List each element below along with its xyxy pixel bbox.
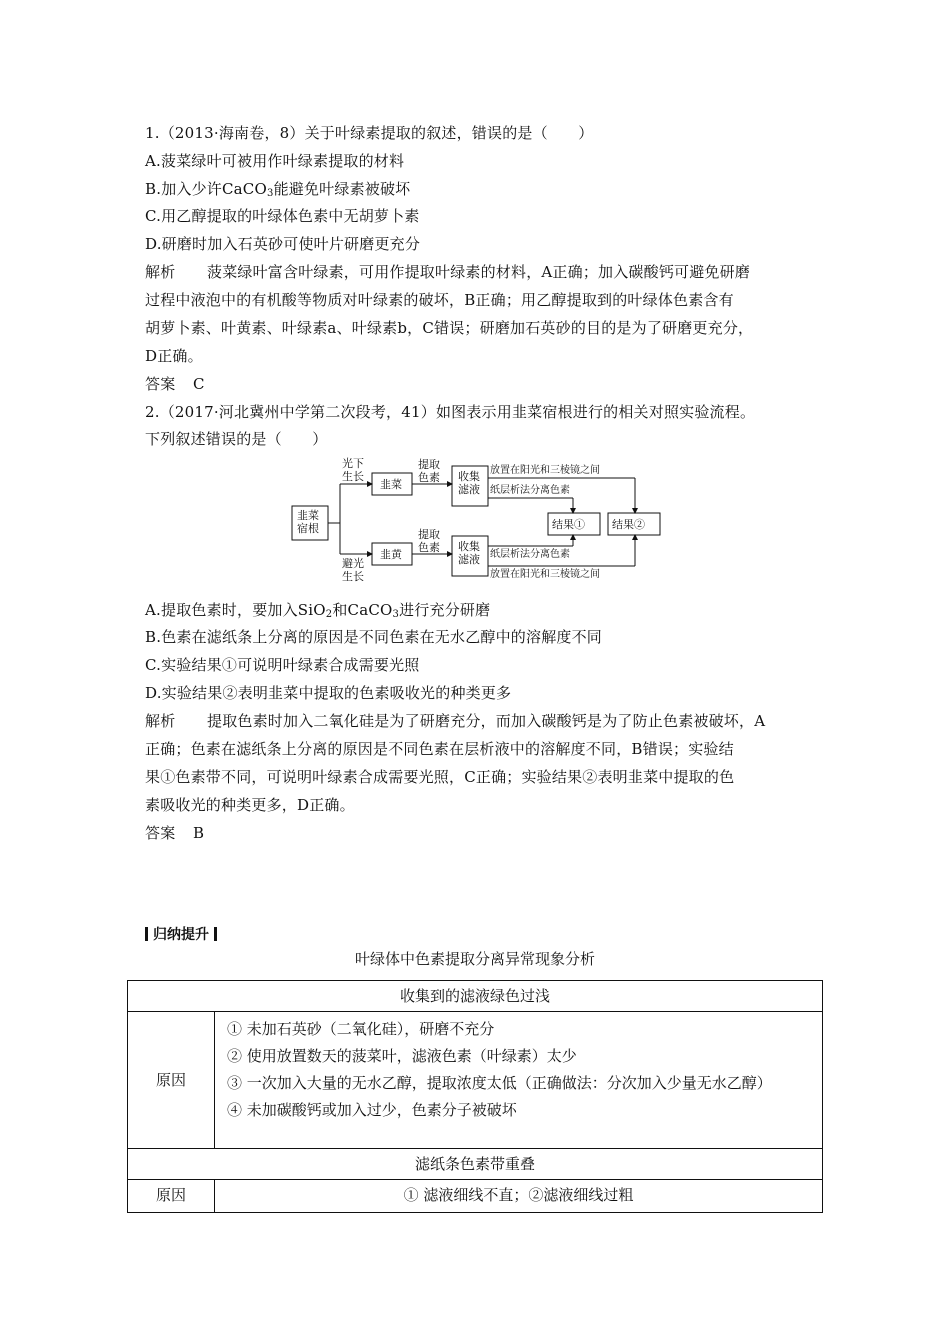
section2-cause-label: 原因 bbox=[128, 1180, 215, 1213]
bottom-condition-label: 避光 生长 bbox=[342, 557, 364, 583]
table-row bbox=[128, 1149, 823, 1180]
list-item: ① 未加石英砂（二氧化硅），研磨不充分 bbox=[227, 1020, 495, 1038]
q1-stem: 1.（2013·海南卷，8）关于叶绿素提取的叙述，错误的是（ ） bbox=[145, 124, 594, 142]
list-item: ④ 未加碳酸钙或加入过少，色素分子被破坏 bbox=[227, 1101, 517, 1119]
q1-option-a: A.菠菜绿叶可被用作叶绿素提取的材料 bbox=[145, 152, 405, 170]
q2-option-b: B.色素在滤纸条上分离的原因是不同色素在无水乙醇中的溶解度不同 bbox=[145, 628, 602, 646]
q2-analysis-line-2: 正确；色素在滤纸条上分离的原因是不同色素在层析液中的溶解度不同，B错误；实验结 bbox=[145, 740, 734, 758]
q1-option-c: C.用乙醇提取的叶绿体色素中无胡萝卜素 bbox=[145, 207, 420, 225]
q1-analysis-line-1: 解析 菠菜绿叶富含叶绿素，可用作提取叶绿素的材料，A正确；加入碳酸钙可避免研磨 bbox=[145, 263, 751, 281]
analysis-table bbox=[127, 980, 823, 1213]
table-row bbox=[128, 981, 823, 1012]
q2-analysis-line-3: 果①色素带不同，可说明叶绿素合成需要光照，C正确；实验结果②表明韭菜中提取的色 bbox=[145, 768, 735, 786]
q1-option-d: D.研磨时加入石英砂可使叶片研磨更充分 bbox=[145, 235, 421, 253]
top-collect-label: 收集 滤液 bbox=[458, 470, 480, 496]
section2-title: 滤纸条色素带重叠 bbox=[128, 1149, 823, 1180]
q2-analysis-line-4: 素吸收光的种类更多，D正确。 bbox=[145, 796, 355, 814]
q2-option-a: A.提取色素时，要加入SiO$_2$和CaCO$_3$进行充分研磨 bbox=[145, 601, 491, 620]
q1-analysis-line-2: 过程中液泡中的有机酸等物质对叶绿素的破坏，B正确；用乙醇提取到的叶绿体色素含有 bbox=[145, 291, 734, 309]
q2-analysis-line-1: 解析 提取色素时加入二氧化硅是为了研磨充分，而加入碳酸钙是为了防止色素被破坏，A bbox=[145, 712, 766, 730]
section1-title: 收集到的滤液绿色过浅 bbox=[128, 981, 823, 1012]
top-extract-label: 提取 色素 bbox=[418, 458, 440, 484]
top-chromatography-label: 纸层析法分离色素 bbox=[490, 485, 570, 496]
bottom-collect-label: 收集 滤液 bbox=[458, 540, 480, 566]
q1-answer: 答案 C bbox=[145, 375, 205, 393]
table-title: 叶绿体中色素提取分离异常现象分析 bbox=[354, 950, 595, 968]
top-condition-label: 光下 生长 bbox=[342, 457, 364, 483]
q1-analysis-text-1: 菠菜绿叶富含叶绿素，可用作提取叶绿素的材料，A正确；加入碳酸钙可避免研磨 bbox=[207, 263, 751, 281]
result2-label: 结果② bbox=[612, 518, 645, 531]
bottom-extract-label: 提取 色素 bbox=[418, 528, 440, 554]
q2-option-c: C.实验结果①可说明叶绿素合成需要光照 bbox=[145, 656, 420, 674]
section2-item: ① 滤液细线不直；②滤液细线过粗 bbox=[215, 1180, 823, 1213]
q1-analysis-line-4: D正确。 bbox=[145, 347, 203, 365]
section1-items bbox=[215, 1012, 823, 1149]
q1-analysis-line-3: 胡萝卜素、叶黄素、叶绿素a、叶绿素b，C错误；研磨加石英砂的目的是为了研磨更充分， bbox=[145, 319, 754, 337]
q2-option-d: D.实验结果②表明韭菜中提取的色素吸收光的种类更多 bbox=[145, 684, 512, 702]
list-item: ② 使用放置数天的菠菜叶，滤液色素（叶绿素）太少 bbox=[227, 1047, 577, 1065]
list-item: ③ 一次加入大量的无水乙醇，提取浓度太低（正确做法：分次加入少量无水乙醇） bbox=[227, 1074, 772, 1092]
q2-answer: 答案 B bbox=[145, 824, 205, 842]
top-plant-label: 韭菜 bbox=[380, 478, 402, 491]
q1-option-b: B.加入少许CaCO$_3$能避免叶绿素被破坏 bbox=[145, 180, 411, 199]
section1-cause-label: 原因 bbox=[128, 1012, 215, 1149]
experiment-flow-diagram bbox=[290, 438, 670, 590]
bottom-sun-prism-label: 放置在阳光和三棱镜之间 bbox=[490, 569, 600, 580]
result1-label: 结果① bbox=[552, 518, 585, 531]
summary-tag: 归纳提升 bbox=[145, 925, 222, 945]
table-row bbox=[128, 1180, 823, 1213]
table-row bbox=[128, 1012, 823, 1149]
q2-stem-line-1: 2.（2017·河北冀州中学第二次段考，41）如图表示用韭菜宿根进行的相关对照实验流程。 bbox=[145, 403, 756, 421]
bottom-chromatography-label: 纸层析法分离色素 bbox=[490, 549, 570, 560]
q2-stem-line-2: 下列叙述错误的是（ ） bbox=[145, 430, 328, 448]
bottom-plant-label: 韭黄 bbox=[380, 548, 402, 561]
top-sun-prism-label: 放置在阳光和三棱镜之间 bbox=[490, 465, 600, 476]
root-label: 韭菜 宿根 bbox=[297, 509, 319, 535]
